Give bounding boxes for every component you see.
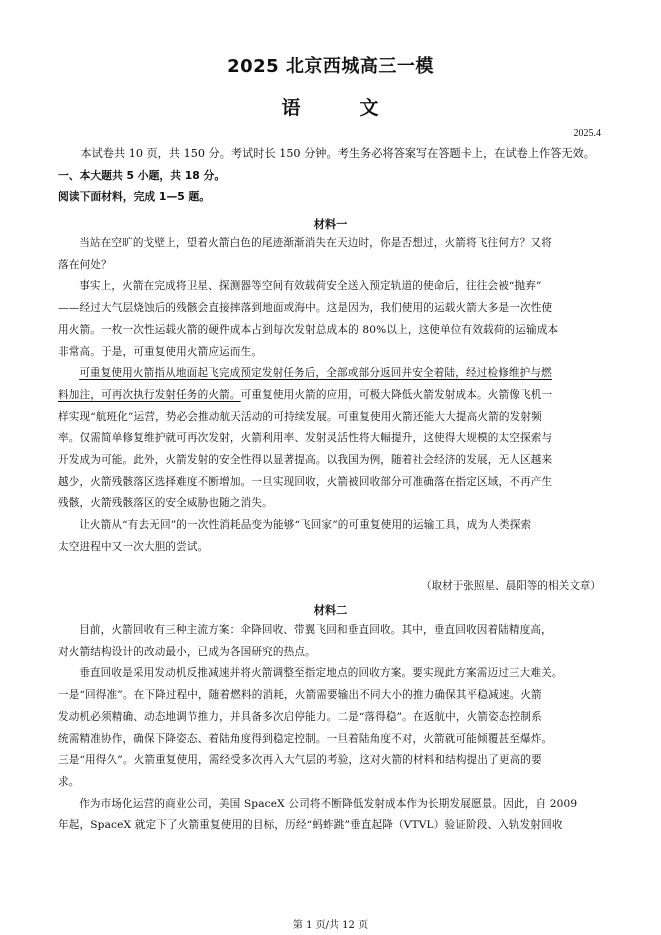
m2-p3-line: 年起，SpaceX 就定下了火箭重复使用的目标，历经“蚂蚱跳”垂直起降（VTVL）验证阶段、入轨发射回收: [58, 819, 563, 832]
m2-p2-line: 求。: [58, 775, 80, 788]
intro-block: [58, 143, 606, 208]
m2-p1-line: 对火箭结构设计的改动最小，已成为各国研究的热点。: [58, 645, 316, 658]
material-2-heading: 材料二: [313, 604, 348, 617]
section-title: 一、本大题共 5 小题，共 18 分。: [58, 168, 226, 182]
m1-p3-line: [58, 385, 606, 407]
material-2-body: [58, 620, 606, 837]
m2-p1-line: 目前，火箭回收有三种主流方案：伞降回收、带翼飞回和垂直回收。其中，垂直回收因着陆精度高，: [79, 624, 552, 636]
subject-char-2: 文: [359, 97, 380, 119]
m2-p2-line: 统需精准协作，确保下降姿态、着陆角度得到稳定控制。一旦着陆角度不对，火箭就可能倾覆甚至爆炸。: [58, 732, 553, 745]
page-footer: 第 1 页/共 12 页: [292, 920, 369, 931]
m1-p1-line: 当站在空旷的戈壁上，望着火箭白色的尾迹渐渐消失在天边时，你是否想过，火箭将飞往何方？又将: [79, 237, 552, 249]
m1-p2-line: 非常高。于是，可重复使用火箭应运而生。: [58, 345, 263, 358]
material-1-heading: 材料一: [313, 218, 348, 231]
m2-p2-line: 垂直回收是采用发动机反推减速并将火箭调整至指定地点的回收方案。要实现此方案需迈过三大难关。: [79, 667, 563, 680]
m1-p3-line: 残骸，火箭残骸落区的安全威胁也随之消失。: [58, 497, 273, 510]
m1-p1-line: 落在何处？: [58, 258, 112, 271]
m1-p3-line: [58, 363, 606, 385]
m2-p2-line: 发动机必须精确、动态地调节推力，并具备多次启停能力。二是“落得稳”。在返航中，火箭姿态控制系: [58, 710, 542, 723]
material-1-body: [58, 233, 606, 559]
m1-p4-line: 让火箭从“有去无回”的一次性消耗品变为能够“飞回家”的可重复使用的运输工具，成为人类探索: [79, 519, 532, 532]
subject-title: [0, 93, 661, 120]
m2-p3-line: 作为市场化运营的商业公司，美国 SpaceX 公司将不断降低发射成本作为长期发展愿景。因此，自 2009: [79, 797, 578, 810]
underlined-definition: 料加注，可再次执行发射任务的火箭。: [58, 388, 241, 401]
m2-p2-line: 三是“用得久”。火箭重复使用，需经受多次再入大气层的考验，这对火箭的材料和结构提出了更高的要: [58, 754, 542, 767]
underlined-definition: 可重复使用火箭指从地面起飞完成预定发射任务后，全部或部分返回并安全着陆，经过检修维护与燃: [79, 367, 552, 380]
m1-p3-line: 样实现“航班化”运营，势必会推动航天活动的可持续发展。可重复使用火箭还能大大提高火箭的发射频: [58, 410, 542, 423]
exam-date: 2025.4: [573, 128, 601, 139]
m1-p3-text: 可重复使用火箭的应用，可极大降低火箭发射成本。火箭像飞机一: [240, 388, 553, 401]
m2-p2-line: 一是“回得准”。在下降过程中，随着燃料的消耗，火箭需要输出不同大小的推力确保其平稳减速。火箭: [58, 689, 542, 702]
m1-p4-line: 太空进程中又一次大胆的尝试。: [58, 540, 209, 553]
m1-p2-line: 事实上，火箭在完成将卫星、探测器等空间有效载荷安全送入预定轨道的使命后，往往会被“抛弃”: [79, 280, 542, 293]
subject-char-1: 语: [281, 97, 302, 119]
m1-p2-line: ——经过大气层烧蚀后的残骸会直接摔落到地面或海中。这是因为，我们使用的运载火箭大多是一次性使: [58, 302, 553, 315]
instructions: 本试卷共 10 页，共 150 分。考试时长 150 分钟。考生务必将答案写在答题卡上，在试卷上作答无效。: [80, 147, 595, 160]
m1-p3-line: 开发成为可能。此外，火箭发射的安全性得以显著提高。以我国为例，随着社会经济的发展，无人区越来: [58, 454, 553, 467]
m1-p3-line: 越少，火箭残骸落区选择难度不断增加。一旦实现回收，火箭被回收部分可准确落在指定区域，不再产生: [58, 475, 553, 488]
m1-p3-line: 率。仅需简单修复维护就可再次发射，火箭利用率、发射灵活性将大幅提升，这使得大规模的太空探索与: [58, 432, 553, 445]
exam-title: 2025 北京西城高三一模: [227, 56, 434, 77]
m1-p2-line: 用火箭。一枚一次性运载火箭的硬件成本占到每次发射总成本的 80%以上，这使单位有效载荷的运输成本: [58, 323, 559, 336]
material-1-source: （取材于张照星、晨阳等的相关文章）: [420, 580, 601, 592]
section-prompt: 阅读下面材料，完成 1—5 题。: [58, 190, 211, 204]
